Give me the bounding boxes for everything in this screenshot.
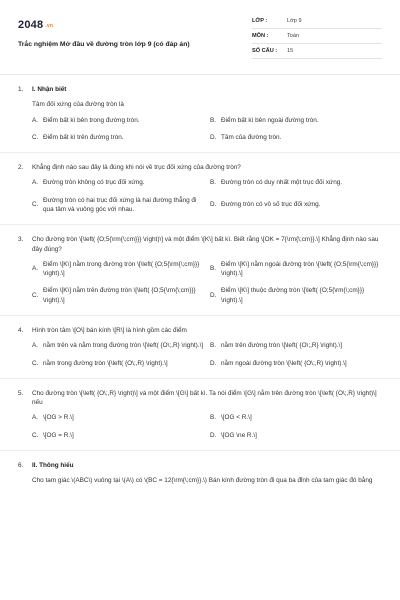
- meta-value: Lớp 9: [287, 17, 302, 24]
- question-text: Cho đường tròn \[\left( {O\;,R} \right)\] và một điểm \[G\] bất kì. Ta nói điểm \[G\] nằm trên đường tròn \[\left( {O\;,R} \right)\] nếu: [32, 389, 377, 407]
- option-text: Tâm của đường tròn.: [221, 133, 282, 141]
- question-number: 5.: [18, 389, 24, 397]
- question-number: 3.: [18, 236, 24, 244]
- question-divider: [0, 450, 400, 451]
- option-a[interactable]: [32, 116, 204, 125]
- question-number: 6.: [18, 461, 24, 469]
- site-logo[interactable]: [18, 18, 248, 34]
- option-letter: B.: [210, 414, 217, 422]
- option-text: nằm ngoài đường tròn \[\left( {O\;,R} \right).\]: [221, 359, 347, 367]
- option-b[interactable]: [210, 260, 382, 279]
- option-text: Đường tròn có vô số trục đối xứng.: [221, 201, 321, 209]
- question-head: [18, 235, 382, 254]
- document-meta: [252, 14, 382, 59]
- logo-suffix: .vn: [45, 23, 54, 29]
- header-divider: [0, 74, 400, 75]
- question-divider: [0, 152, 400, 153]
- option-letter: D.: [210, 133, 217, 141]
- question-3: [18, 235, 382, 305]
- option-text: Đường tròn có duy nhất một trục đối xứng.: [221, 179, 343, 187]
- question-text: Cho tam giác \(ABC\) vuông tại \(A\) có \(BC = 12{\rm{\;cm}}.\) Bán kính đường tròn đi qua ba đỉnh của tam giác đó bằng: [32, 477, 373, 485]
- option-letter: B.: [210, 116, 217, 124]
- option-c[interactable]: [32, 431, 204, 440]
- question-head: [18, 163, 382, 172]
- option-b[interactable]: [210, 413, 382, 422]
- option-c[interactable]: [32, 196, 204, 215]
- question-divider: [0, 378, 400, 379]
- meta-key: MÔN :: [252, 32, 269, 39]
- question-2: [18, 163, 382, 214]
- option-text: nằm trong đường tròn \[\left( {O\;,R} \right).\]: [43, 359, 168, 367]
- option-letter: C.: [32, 292, 39, 300]
- logo-text: 2048: [18, 19, 44, 31]
- question-head: [18, 85, 382, 94]
- option-letter: B.: [210, 179, 217, 187]
- option-text: Điểm bất kì bên trong đường tròn.: [43, 116, 140, 124]
- question-1: [18, 85, 382, 142]
- option-letter: C.: [32, 359, 39, 367]
- option-text: Điểm bất kì bên ngoài đường tròn.: [221, 116, 319, 124]
- option-text: Điểm \[K\] thuộc đường tròn \[\left( {O;5{\rm{\;cm}}} \right).\]: [221, 287, 365, 304]
- document-title: Trắc nghiệm Mở đầu về đường tròn lớp 9 (có đáp án): [18, 40, 190, 48]
- option-text: \[OG = R.\]: [43, 431, 74, 439]
- meta-row-count: [252, 44, 382, 59]
- option-text: \[OG > R.\]: [43, 414, 74, 422]
- option-letter: D.: [210, 292, 217, 300]
- question-6: [18, 461, 382, 486]
- meta-key: SỐ CÂU :: [252, 47, 278, 54]
- header-left: [18, 12, 248, 50]
- option-c[interactable]: [32, 133, 204, 142]
- option-letter: B.: [210, 265, 217, 273]
- meta-value: 15: [287, 47, 294, 54]
- option-d[interactable]: [210, 133, 382, 142]
- option-text: nằm trên đường tròn \[\left( {O\;,R} \right).\]: [221, 342, 343, 350]
- question-head: [18, 461, 382, 470]
- question-text: Khẳng định nào sau đây là đúng khi nói về trục đối xứng của đường tròn?: [32, 164, 241, 172]
- option-text: Đường tròn có hai trục đối xứng là hai đường thẳng đi qua tâm và vuông góc với nhau.: [43, 196, 197, 213]
- section-title: II. Thông hiểu: [32, 461, 74, 469]
- question-text: Hình tròn tâm \[O\] bán kính \[R\] là hình gồm các điểm: [32, 326, 187, 334]
- option-b[interactable]: [210, 116, 382, 125]
- option-b[interactable]: [210, 178, 382, 187]
- option-letter: C.: [32, 431, 39, 439]
- option-list: [18, 413, 382, 440]
- meta-row-class: [252, 14, 382, 29]
- option-letter: A.: [32, 342, 39, 350]
- option-a[interactable]: [32, 341, 204, 350]
- question-text: Cho đường tròn \[\left( {O;5{\rm{\;cm}}} \right)\] và một điểm \[K\] bất kì. Biết rằng \[OK = 7{\rm{\;cm}}.\] Khẳng định nào sau đây đúng?: [32, 236, 379, 253]
- option-b[interactable]: [210, 341, 382, 350]
- meta-value: Toán: [287, 32, 300, 39]
- option-text: Đường tròn không có trục đối xứng.: [43, 179, 145, 187]
- option-list: [18, 116, 382, 143]
- option-a[interactable]: [32, 260, 204, 279]
- option-d[interactable]: [210, 286, 382, 305]
- question-text: Tâm đối xứng của đường tròn là: [32, 101, 124, 109]
- question-4: [18, 326, 382, 368]
- option-d[interactable]: [210, 431, 382, 440]
- meta-row-subject: [252, 29, 382, 44]
- option-letter: A.: [32, 179, 39, 187]
- question-head: [18, 326, 382, 335]
- option-text: Điểm \[K\] nằm trên đường tròn \[\left( {O;5{\rm{\;cm}}} \right).\]: [43, 287, 196, 304]
- question-5: [18, 389, 382, 440]
- option-letter: D.: [210, 359, 217, 367]
- option-text: Điểm \[K\] nằm trong đường tròn \[\left( {O;5{\rm{\;cm}}} \right).\]: [43, 260, 200, 278]
- option-letter: B.: [210, 342, 217, 350]
- option-c[interactable]: [32, 359, 204, 368]
- option-d[interactable]: [210, 359, 382, 368]
- option-text: Điểm bất kì trên đường tròn.: [43, 133, 124, 141]
- option-c[interactable]: [32, 286, 204, 305]
- option-text: nằm trên và nằm trong đường tròn \[\left( {O\;,R} \right).\]: [43, 342, 204, 350]
- option-letter: A.: [32, 265, 39, 273]
- option-a[interactable]: [32, 413, 204, 422]
- option-d[interactable]: [210, 196, 382, 215]
- option-letter: A.: [32, 414, 39, 422]
- question-number: 1.: [18, 86, 24, 93]
- option-letter: A.: [32, 116, 39, 124]
- option-text: Điểm \[K\] nằm ngoài đường tròn \[\left( {O;5{\rm{\;cm}}} \right).\]: [221, 260, 379, 278]
- option-list: [18, 341, 382, 368]
- option-letter: D.: [210, 431, 217, 439]
- option-list: [18, 178, 382, 214]
- page-header: [18, 12, 382, 74]
- option-text: \[OG \ne R.\]: [221, 431, 257, 439]
- option-letter: C.: [32, 133, 39, 141]
- question-divider: [0, 315, 400, 316]
- option-letter: D.: [210, 201, 217, 209]
- question-number: 4.: [18, 326, 24, 334]
- option-letter: C.: [32, 201, 39, 209]
- section-title: I. Nhận biết: [32, 86, 67, 93]
- option-a[interactable]: [32, 178, 204, 187]
- question-head: [18, 389, 382, 408]
- question-divider: [0, 224, 400, 225]
- option-list: [18, 260, 382, 305]
- option-text: \[OG < R.\]: [221, 414, 252, 422]
- question-number: 2.: [18, 164, 24, 172]
- meta-key: LỚP :: [252, 17, 268, 24]
